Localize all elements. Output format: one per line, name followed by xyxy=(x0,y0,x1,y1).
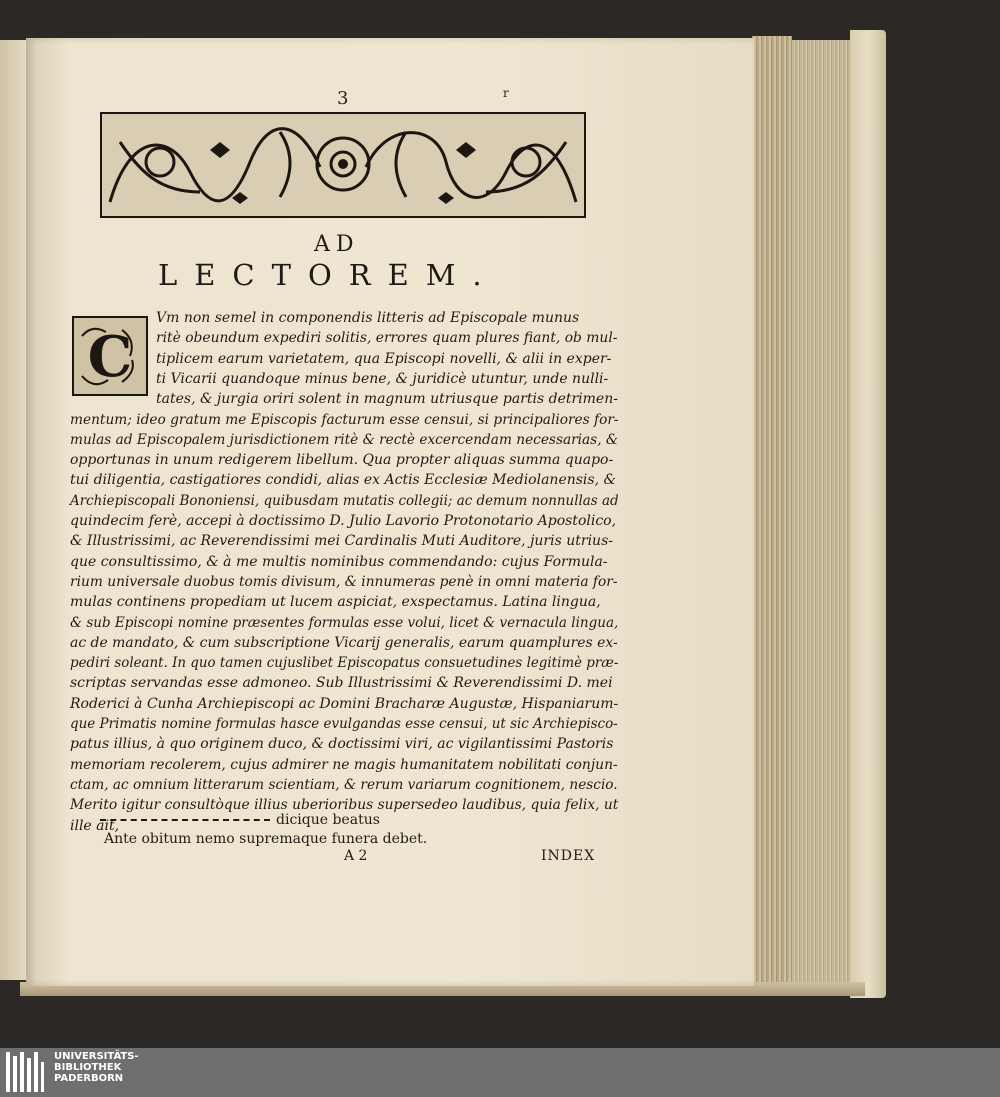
body-line: & sub Episcopi nomine præsentes formulas esse volui, licet & vernacula lingua, xyxy=(70,614,619,631)
body-line: Roderici à Cunha Archiepiscopi ac Domini Bracharæ Augustæ, Hispaniarum- xyxy=(70,695,619,712)
body-line: que consultissimo, & à me multis nominibus commendando: cujus Formula- xyxy=(70,553,608,570)
decorated-initial xyxy=(72,316,148,396)
verse-line-1 xyxy=(100,812,380,828)
catchword: INDEX xyxy=(541,848,596,864)
body-line: Merito igitur consultòque illius uberioribus supersedeo laudibus, quia felix, ut xyxy=(70,797,619,814)
body-line: mulas ad Episcopalem jurisdictionem ritè & rectè excercendam necessarias, & xyxy=(70,431,619,448)
library-name xyxy=(54,1051,139,1084)
body-line: ritè obeundum expediri solitis, errores quam plures fiant, ob mul- xyxy=(156,330,618,347)
body-line: & Illustrissimi, ac Reverendissimi mei Cardinalis Muti Auditore, juris utrius- xyxy=(70,533,613,550)
body-line: mulas continens propediam ut lucem aspiciat, exspectamus. Latina lingua, xyxy=(70,594,601,611)
body-line: tiplicem earum varietatem, qua Episcopi novelli, & alii in exper- xyxy=(156,350,612,367)
body-line: Vm non semel in componendis litteris ad Episcopale munus xyxy=(156,310,580,326)
body-line: pediri soleant. In quo tamen cujuslibet Episcopatus consuetudines legitimè præ- xyxy=(70,655,619,672)
verse-dash-rule xyxy=(100,819,270,821)
body-line: quindecim ferè, accepi à doctissimo D. Julio Lavorio Protonotario Apostolico, xyxy=(70,513,617,529)
body-line: tates, & jurgia oriri solent in magnum utriusque partis detrimen- xyxy=(156,391,618,408)
left-page-edge xyxy=(0,40,27,980)
footer-bar xyxy=(0,1048,1000,1097)
library-line-1: UNIVERSITÄTS- xyxy=(54,1051,139,1062)
library-logo-icon xyxy=(4,1050,46,1094)
body-line: patus illius, à quo originem duco, & doctissimi viri, ac vigilantissimi Pastoris xyxy=(70,736,614,753)
page-block-edge-inner xyxy=(752,36,792,986)
body-line: que Primatis nomine formulas hasce evulgandas esse censui, ut sic Archiepisco- xyxy=(70,716,618,732)
ornamental-headpiece xyxy=(100,112,586,218)
book-cover-edge xyxy=(850,30,886,998)
page-number: 3 xyxy=(337,88,349,109)
body-line: memoriam recolerem, cujus admirer ne magis humanitatem nobilitati conjun- xyxy=(70,756,618,773)
body-line: ac de mandato, & cum subscriptione Vicarij generalis, earum quamplures ex- xyxy=(70,634,618,651)
verse-line-2: Ante obitum nemo supremaque funera debet. xyxy=(104,831,428,847)
body-line: tui diligentia, castigatiores condidi, alias ex Actis Ecclesiæ Mediolanensis, & xyxy=(70,472,616,489)
top-mark: r xyxy=(503,86,509,100)
library-line-3: PADERBORN xyxy=(54,1073,124,1084)
body-line: ctam, ac omnium litterarum scientiam, & rerum variarum cognitionem, nescio. xyxy=(70,776,618,793)
drop-cap-letter: C xyxy=(87,324,133,390)
body-line: rium universale duobus tomis divisum, & innumeras penè in omni materia for- xyxy=(70,573,618,590)
body-line: opportunas in unum redigerem libellum. Qua propter aliquas summa quapo- xyxy=(70,452,614,469)
body-line: ti Vicarii quandoque minus bene, & juridicè utuntur, unde nulli- xyxy=(156,370,609,387)
verse-line-1-text: dicique beatus xyxy=(276,812,380,828)
body-line: scriptas servandas esse admoneo. Sub Illustrissimi & Reverendissimi D. mei xyxy=(70,675,613,692)
body-line: ille ait, xyxy=(70,817,120,834)
body-line: Archiepiscopali Bononiensi, quibusdam mutatis collegii; ac demum nonnullas ad xyxy=(70,492,619,509)
body-line: mentum; ideo gratum me Episcopis facturum esse censui, si principaliores for- xyxy=(70,411,619,428)
library-line-2: BIBLIOTHEK xyxy=(54,1062,122,1073)
heading-lectorem: LECTOREM. xyxy=(158,258,499,292)
page-block-edge xyxy=(792,40,850,982)
signature-mark: A 2 xyxy=(344,848,368,864)
heading-ad: AD xyxy=(314,232,360,257)
